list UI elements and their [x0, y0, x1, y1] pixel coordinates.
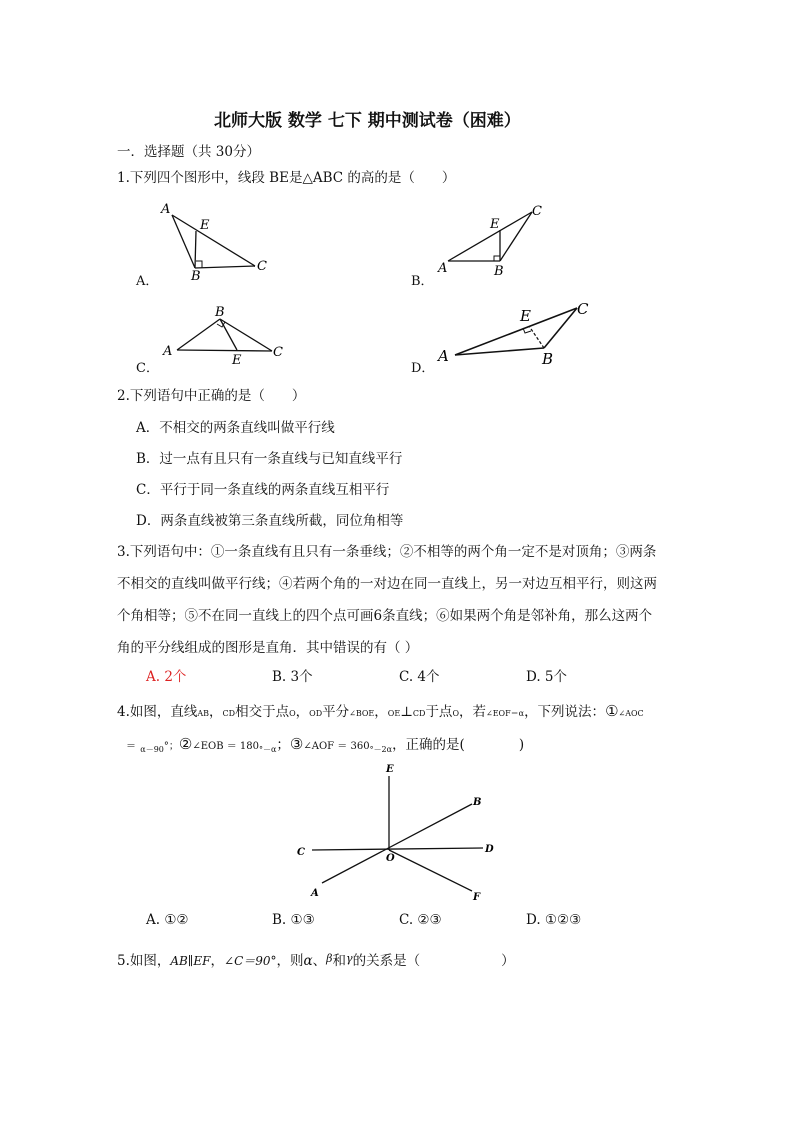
- q4-angle-eob: ∠EOB ＝ 180: [192, 741, 260, 752]
- q4-cd: CD: [412, 709, 426, 718]
- question-3-line-3: 个角相等；⑤不在同一直线上的四个点可画6条直线；⑥如果两个角是邻补角，那么这两个: [117, 608, 653, 624]
- side-ac: [172, 215, 255, 266]
- question-3-line-4: 角的平分线组成的图形是直角．其中错误的有（ ）: [117, 640, 419, 656]
- point-label-d: D: [485, 844, 494, 855]
- q4-option-d[interactable]: D. ①②③: [526, 912, 582, 928]
- q4-option-a[interactable]: A. ①②: [146, 912, 189, 928]
- q5-right-angle: ∠C＝90°: [224, 954, 277, 968]
- q5-text: 和: [332, 953, 347, 969]
- point-label-b: B: [542, 350, 554, 368]
- right-angle-mark: [196, 261, 202, 268]
- point-label-c: C: [532, 204, 542, 219]
- q2-option-b[interactable]: B．过一点有且只有一条直线与已知直线平行: [136, 451, 403, 467]
- segment-be: [195, 231, 196, 268]
- q5-text: ，: [210, 953, 225, 969]
- q4-ab: AB: [197, 709, 210, 718]
- question-4-line-2: [126, 733, 524, 755]
- point-label-c: C: [577, 300, 589, 318]
- q4-text: ，下列说法：: [524, 704, 606, 720]
- side-bc: [500, 212, 532, 261]
- q2-option-c[interactable]: C．平行于同一条直线的两条直线互相平行: [136, 482, 390, 498]
- point-label-b: B: [473, 797, 482, 808]
- question-1-stem: 1.下列四个图形中，线段 BE是△ABC 的高的是（ ）: [117, 170, 456, 186]
- q1-figure-d: [430, 296, 600, 368]
- q4-text: 平分: [322, 704, 350, 720]
- q4-text: ，: [295, 704, 310, 720]
- point-label-c: C: [273, 345, 283, 360]
- q1-option-a-label[interactable]: A．: [136, 274, 159, 289]
- ray-of: [389, 850, 472, 891]
- q4-circle-2: ②: [178, 735, 193, 753]
- q4-text: ；: [276, 737, 290, 753]
- question-4-line-1: [117, 700, 644, 720]
- point-label-c: C: [257, 259, 267, 274]
- q4-o: O: [452, 709, 459, 718]
- point-label-b: B: [494, 264, 504, 279]
- point-label-e: E: [386, 764, 394, 775]
- q2-option-d[interactable]: D．两条直线被第三条直线所截，同位角相等: [136, 513, 404, 529]
- point-label-e: E: [200, 218, 210, 233]
- q4-deg: °－α: [259, 745, 277, 754]
- point-label-e: E: [520, 307, 531, 325]
- point-label-a: A: [438, 261, 448, 276]
- side-bc: [195, 266, 255, 268]
- question-5-stem: [117, 949, 515, 969]
- q4-text: ，: [374, 704, 388, 720]
- q4-text: 相交于点: [235, 704, 290, 720]
- q4-figure: [290, 758, 510, 908]
- q1-option-c-label[interactable]: C．: [136, 361, 159, 376]
- q4-deg: °－2α: [369, 745, 393, 754]
- right-angle-mark: [494, 256, 500, 261]
- q5-gamma: γ: [346, 952, 353, 965]
- q4-circle-3: ③: [289, 735, 304, 753]
- q3-option-d[interactable]: D. 5个: [526, 669, 568, 685]
- q1-option-b-label[interactable]: B．: [411, 274, 434, 289]
- q5-text: 的关系是（ ）: [352, 953, 515, 969]
- q4-angle-boe: ∠BOE: [349, 709, 375, 718]
- q5-parallel: AB∥EF: [170, 954, 211, 968]
- point-label-a: A: [163, 344, 173, 359]
- point-label-a: A: [311, 888, 319, 899]
- question-3-line-1: 3.下列语句中：①一条直线有且只有一条垂线；②不相等的两个角一定不是对顶角；③两条: [117, 544, 657, 560]
- side-ac: [177, 350, 272, 351]
- q3-option-b[interactable]: B. 3个: [272, 669, 313, 685]
- segment-be: [529, 326, 544, 348]
- q4-o: O: [289, 709, 296, 718]
- line-cd: [312, 848, 483, 850]
- q4-angle-aoc: ∠AOC: [618, 709, 644, 718]
- point-label-c: C: [297, 847, 305, 858]
- q4-od: OD: [309, 709, 323, 718]
- q4-option-c[interactable]: C. ②③: [399, 912, 442, 928]
- q4-text: ，正确的是( ): [392, 737, 525, 753]
- q4-alpha-90: α－90: [140, 745, 164, 754]
- q4-option-b[interactable]: B. ①③: [272, 912, 315, 928]
- q4-text: ，: [209, 704, 223, 720]
- point-label-b: B: [191, 269, 201, 280]
- q3-option-a[interactable]: A. 2个: [146, 669, 187, 685]
- q1-option-d-label[interactable]: D．: [411, 361, 435, 376]
- point-label-b: B: [215, 305, 225, 320]
- point-label-e: E: [490, 217, 500, 232]
- question-2-stem: 2.下列语句中正确的是（ ）: [117, 388, 306, 404]
- q4-oe: OE: [387, 709, 401, 718]
- point-label-a: A: [438, 347, 449, 365]
- q4-angle-aof: ∠AOF ＝ 360: [303, 741, 370, 752]
- q4-eq: ＝: [126, 741, 136, 752]
- q1-figure-b: [430, 198, 550, 280]
- q5-text: 、: [312, 953, 327, 969]
- q5-beta: β: [326, 952, 333, 965]
- q4-perp: ⊥: [400, 704, 413, 720]
- question-3-line-2: 不相交的直线叫做平行线；④若两个角的一对边在同一直线上，另一对边互相平行，则这两: [117, 576, 657, 592]
- point-label-e: E: [232, 353, 242, 368]
- side-ab: [177, 319, 220, 350]
- side-ab: [172, 215, 195, 268]
- q4-angle-eof: ∠EOF＝α: [486, 709, 525, 718]
- q5-alpha: α: [303, 953, 313, 969]
- side-bc: [220, 319, 272, 351]
- side-ac: [455, 308, 577, 355]
- section-heading: 一．选择题（共 30分）: [117, 144, 260, 160]
- q5-text: ，则: [276, 953, 304, 969]
- q4-text: °；: [163, 741, 179, 752]
- q5-text: 5.如图，: [117, 953, 171, 969]
- page-title: 北师大版 数学 七下 期中测试卷（困难）: [214, 111, 521, 131]
- point-label-a: A: [161, 202, 171, 217]
- point-label-f: F: [473, 892, 481, 903]
- q4-text: ，若: [459, 704, 486, 720]
- q4-text: 4.如图，直线: [117, 704, 198, 720]
- q4-circle-1: ①: [605, 702, 619, 720]
- q4-text: 于点: [425, 704, 453, 720]
- q2-option-a[interactable]: A．不相交的两条直线叫做平行线: [136, 420, 335, 436]
- q1-figure-c: [155, 300, 290, 370]
- q1-figure-a: [155, 198, 275, 280]
- line-ab: [322, 804, 472, 883]
- q3-option-c[interactable]: C. 4个: [399, 669, 440, 685]
- q4-cd: CD: [222, 709, 236, 718]
- point-label-o: O: [386, 853, 395, 864]
